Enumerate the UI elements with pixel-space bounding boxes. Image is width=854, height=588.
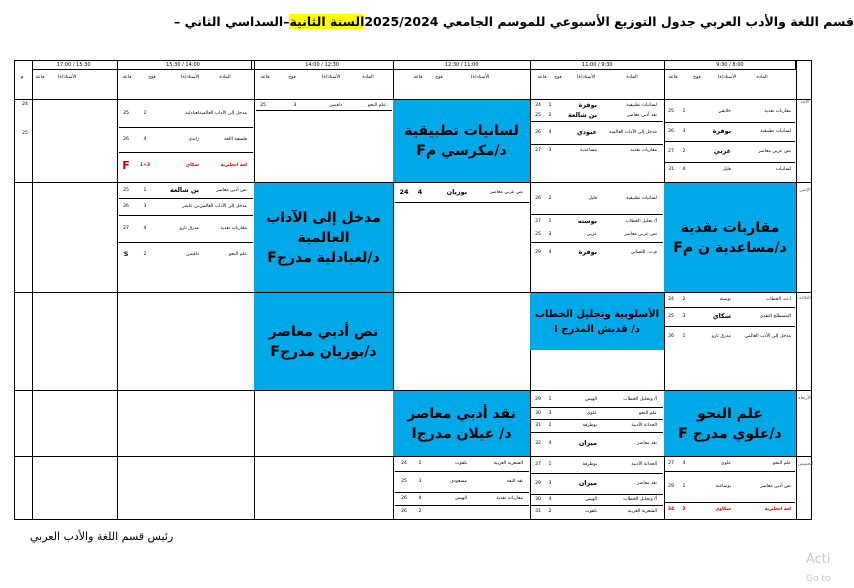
subject: مدخل إلى الآداب العالمية	[609, 130, 657, 136]
hall: 27	[535, 462, 541, 468]
prof: بوزيان	[446, 188, 467, 197]
lecture-block-modern-criticism	[393, 391, 530, 456]
table-row	[395, 506, 529, 518]
prof: بوساعية	[715, 484, 731, 490]
hall: 30	[535, 410, 541, 416]
hall: 25	[668, 314, 674, 320]
subject: أ/ وتحليل الخطاب	[623, 396, 657, 402]
col-head-prof-3: الأستاذ(ة)	[470, 75, 490, 80]
subject: نقد معاصر	[637, 441, 657, 447]
hall: 27	[668, 461, 674, 467]
prof: خلايفي	[717, 109, 731, 115]
subject: الشعرية العربية	[493, 461, 523, 467]
hall: 31	[535, 509, 541, 515]
table-row	[531, 474, 663, 495]
prof: بوسته	[577, 216, 597, 225]
group: 1	[682, 109, 686, 115]
group: 4	[143, 226, 147, 232]
hall: 26	[535, 196, 541, 202]
wednesday-slot2-list	[531, 392, 663, 455]
group: 4	[548, 497, 552, 503]
subject: علم النحو	[638, 410, 657, 416]
lecture-block-applied-linguistics	[393, 100, 530, 182]
group: 1	[548, 102, 552, 108]
table-row	[119, 216, 253, 243]
hall: 24	[401, 461, 407, 467]
day-wednesday: الأربعاء	[798, 396, 812, 401]
group: 2	[682, 149, 686, 155]
col-head-subject-4: المادة	[362, 75, 374, 80]
subject: الحداثة الأدبية	[631, 462, 657, 468]
hall: 31	[668, 167, 674, 173]
lecture-block-modern-text	[254, 293, 393, 390]
column-header-row	[14, 69, 812, 100]
activation-watermark-line1: Acti	[806, 552, 831, 567]
prof: بوقرة	[578, 248, 597, 257]
table-row	[665, 102, 795, 123]
group: 1	[548, 462, 552, 468]
table-row	[665, 457, 795, 472]
hall: 32	[535, 441, 541, 447]
slot-6: 15:30 / 17:00	[56, 62, 91, 68]
group: 4	[417, 188, 423, 197]
lecture-teacher-hall: د/علوي مدرج F	[678, 425, 782, 442]
lecture-title: نص أدبي معاصر	[268, 323, 379, 340]
title-part-a: جدول التوزيع الأسبوعي للموسم الجامعي	[438, 14, 696, 29]
table-row	[531, 420, 663, 433]
prof: سكاي	[185, 163, 199, 169]
hall: 27	[535, 148, 541, 154]
table-row	[395, 472, 529, 493]
group: 3	[548, 410, 552, 416]
lecture-block-syntax	[664, 391, 796, 456]
col-head-hall-3: قاعة	[413, 75, 423, 80]
group: 2	[418, 509, 422, 515]
group: 3	[418, 479, 422, 485]
table-row	[531, 506, 663, 518]
hall: 26	[668, 129, 674, 135]
hall: 25	[123, 188, 129, 194]
col-head-prof-5: الأستاذ(ة)	[180, 75, 200, 80]
col-head-hall-6: قاعة	[35, 75, 45, 80]
slot-1: 8:00 / 9:30	[665, 61, 796, 69]
lecture-title: علم النحو	[697, 405, 763, 422]
slot-3: 11:00 / 12:30	[394, 61, 531, 69]
far-hall-1: 24	[22, 102, 28, 107]
subject: لسانيات	[775, 167, 791, 173]
table-row	[119, 199, 253, 216]
subject: نص عربي معاصر	[624, 232, 657, 238]
lecture-teacher-hall: د/ عيلان مدرجI	[411, 425, 512, 442]
subject: المصطلح النقدي	[759, 314, 791, 320]
prof: قليل	[722, 167, 731, 173]
group: 2	[548, 423, 552, 429]
lecture-title: مقاربات نقدية	[680, 219, 780, 236]
hall: 31	[535, 423, 541, 429]
prof: سكاوي	[715, 507, 731, 513]
table-row	[531, 110, 663, 122]
group: 2	[548, 509, 552, 515]
hall: 25	[401, 479, 407, 485]
table-row	[665, 503, 795, 517]
subject: مدخل إلى الآداب العالمي	[199, 204, 247, 210]
table-row	[531, 392, 663, 408]
hall: 27	[668, 149, 674, 155]
hall: F	[122, 159, 130, 173]
table-row	[119, 243, 253, 267]
prof: قليل	[588, 196, 597, 202]
subject: علم النحو	[228, 252, 247, 258]
subject: مقاربات نقدية	[630, 148, 657, 154]
col-divider-day	[796, 60, 797, 520]
subject: مدخل إلى الآداب العالمية	[199, 111, 247, 117]
subject: نص أدبي معاصر	[760, 484, 791, 490]
lecture-title: مدخل إلى الآداب العالمية	[266, 209, 381, 246]
subject: أ/ وتحليل الخطاب	[623, 497, 657, 503]
col-head-subject: المادة	[756, 75, 768, 80]
col-head-prof-4: الأستاذ(ة)	[321, 75, 341, 80]
group: 4	[548, 130, 552, 136]
table-row	[119, 101, 253, 128]
subject: الحداثة الأدبية	[631, 423, 657, 429]
group: 4	[682, 167, 686, 173]
col-divider-5	[117, 60, 118, 520]
table-row	[665, 308, 795, 327]
prof: سكاي	[712, 312, 731, 321]
prof: مدرق تارو	[711, 334, 731, 340]
table-row	[531, 122, 663, 145]
col-head-group-2: فوج	[554, 75, 562, 80]
hall: S	[123, 250, 129, 259]
slot-4: 12:30 / 14:00	[252, 61, 394, 69]
subject: نقد معاصر	[637, 481, 657, 487]
prof: مساعدية	[580, 148, 597, 154]
prof: داقيس	[329, 102, 342, 108]
subject: مدخل إلى الأدب العالمي	[744, 334, 791, 340]
group: 3	[548, 148, 552, 154]
slot-5: 14:00 / 15:30	[115, 61, 251, 69]
prof: بوطرفة	[582, 462, 597, 468]
subject: لغة انجليزية	[220, 163, 247, 169]
hall: 34	[667, 507, 675, 513]
hall: 25	[535, 232, 541, 238]
table-row	[531, 433, 663, 455]
sunday-slot6-list	[119, 101, 253, 179]
prof: عربي	[586, 232, 597, 238]
lecture-block-critical-approaches	[664, 183, 796, 292]
hall: 29	[535, 250, 541, 256]
monday-slot2-list	[531, 184, 663, 263]
subject: نص عربي معاصر	[758, 149, 791, 155]
table-row	[256, 101, 392, 111]
group: 2	[143, 111, 147, 117]
group: 2	[682, 297, 686, 303]
prof: بن شالعة	[568, 110, 597, 119]
table-row	[531, 408, 663, 420]
thursday-slot3-list	[395, 457, 529, 518]
table-row	[395, 457, 529, 472]
group: 2	[682, 507, 686, 513]
prof: مسعودي	[450, 479, 467, 485]
col-head-hall-2: قاعة	[537, 75, 547, 80]
far-hall-2: 25	[22, 131, 28, 136]
prof: غربي	[713, 147, 731, 156]
lecture-teacher-hall: د/بوزيان مدرجF	[270, 343, 377, 360]
table-row	[395, 184, 529, 203]
group: 3	[293, 102, 297, 108]
table-row	[395, 493, 529, 506]
prof: لعبادلية	[185, 111, 199, 117]
prof: ميزان	[578, 479, 597, 488]
subject: لسانيات تطبيقية	[760, 129, 791, 135]
col-head-hall-5: قاعة	[122, 75, 132, 80]
prof: علوي	[720, 461, 731, 467]
subject: م.ت. اللساني	[630, 250, 657, 256]
prof: الهيص	[585, 497, 597, 503]
hall: 24	[668, 297, 674, 303]
prof: بلقوت	[585, 509, 597, 515]
hall: 25	[535, 112, 541, 118]
slot-2: 9:30 / 11:00	[531, 61, 665, 69]
prof: علوي	[586, 410, 597, 416]
subject: نقد النقد	[506, 479, 523, 485]
subject: لسانيات تطبيقية	[626, 102, 657, 108]
day-monday: الإثنين	[799, 188, 811, 193]
hall: 29	[668, 484, 674, 490]
group: 2	[548, 112, 552, 118]
col-head-group-3: فوج	[435, 75, 443, 80]
day-thursday: الخميس	[798, 462, 814, 467]
thursday-slot1-list	[665, 457, 795, 517]
hall: 25	[123, 111, 129, 117]
group: 1	[682, 484, 686, 490]
col-head-subject-2: المادة	[626, 75, 638, 80]
activation-watermark-line2: Go to	[806, 574, 831, 584]
subject: أ.ت. الخطاب	[765, 297, 791, 303]
hall: 27	[123, 226, 129, 232]
table-row	[531, 101, 663, 110]
subject: مقاربات نقدية	[764, 109, 791, 115]
table-row	[119, 184, 253, 199]
col-head-hall: قاعة	[668, 75, 678, 80]
prof: بوطرفة	[582, 423, 597, 429]
col-head-prof-6: الأستاذ(ة)	[57, 75, 77, 80]
lecture-title: نقد أدبي معاصر	[407, 405, 516, 422]
lecture-teacher-hall: د/مكرسي مF	[416, 143, 507, 159]
hall: 29	[535, 481, 541, 487]
title-year: 2025/2024	[364, 14, 439, 29]
table-row	[531, 184, 663, 215]
col-head-hall-4: قاعة	[260, 75, 270, 80]
col-head-level: م	[20, 75, 24, 80]
hall: 29	[535, 396, 541, 402]
group: 1	[548, 218, 552, 224]
prof: بوقرة	[712, 127, 731, 136]
lecture-teacher-hall: د/لعبادلية مدرجF	[267, 249, 380, 266]
table-row	[531, 228, 663, 243]
lecture-teacher-hall: د/مساعدية ن مF	[673, 239, 787, 256]
monday-slot6-list	[119, 184, 253, 267]
department-title: قسم اللغة والأدب العربي	[700, 14, 854, 29]
group: 1	[418, 461, 422, 467]
subject: لسانيات تطبيقية	[626, 196, 657, 202]
sunday-slot1-list	[665, 102, 795, 177]
group: 1	[682, 334, 686, 340]
tuesday-slot1-list	[665, 293, 795, 347]
table-row	[665, 327, 795, 347]
group: 1	[143, 188, 147, 194]
lecture-block-stylistics	[530, 293, 664, 350]
table-row	[665, 142, 795, 163]
hall: 26	[401, 496, 407, 502]
subject: مقاربات نقدية	[220, 226, 247, 232]
prof: الهيص	[585, 396, 597, 402]
table-row	[531, 243, 663, 263]
subject: فلسفة اللغة	[224, 137, 247, 143]
hall: 26	[668, 334, 674, 340]
prof: بن شالعة	[170, 186, 199, 195]
table-row	[531, 495, 663, 506]
lecture-teacher-hall: د/ قديش المدرج I	[554, 323, 640, 335]
group: 3	[548, 481, 552, 487]
lecture-title: لسانيات تطبيقية	[404, 123, 519, 139]
subject: علم النحو	[772, 461, 791, 467]
schedule-title	[174, 14, 696, 29]
subject: علم النحو	[367, 102, 386, 108]
table-row	[531, 215, 663, 228]
col-head-prof: الأستاذ(ة)	[717, 75, 737, 80]
subject: نص أدبي معاصر	[216, 188, 247, 194]
table-row	[665, 472, 795, 503]
subject: لغة انجليزية	[764, 507, 791, 513]
group: 4	[548, 250, 552, 256]
hall: 24	[399, 188, 409, 197]
subject: نص عربي معاصر	[490, 190, 523, 196]
title-semester: –السداسي الثاني –	[174, 14, 290, 29]
hall: 24	[535, 102, 541, 108]
prof: بلقوت	[455, 461, 467, 467]
thursday-slot2-list	[531, 457, 663, 518]
hall: 26	[123, 137, 129, 143]
table-row	[665, 293, 795, 308]
hall: 26	[535, 130, 541, 136]
prof: الهيص	[455, 496, 467, 502]
table-row	[531, 145, 663, 157]
title-highlight: السنة الثانية	[289, 14, 365, 29]
group: 4	[143, 137, 147, 143]
hall: 30	[535, 497, 541, 503]
subject: نقد أدبي معاصر	[627, 112, 657, 118]
group: 4	[418, 496, 422, 502]
prof: بوسته	[719, 297, 731, 303]
group: 1	[548, 396, 552, 402]
prof: زايدي	[188, 137, 199, 143]
prof: بن عاشر	[182, 204, 199, 210]
table-row	[119, 128, 253, 153]
hall: 26	[123, 204, 129, 210]
group: 3	[548, 232, 552, 238]
lecture-title: الأسلوبية وتحليل الخطاب	[534, 308, 660, 320]
group: 2	[143, 252, 147, 258]
group: 4	[548, 441, 552, 447]
group: 2	[548, 196, 552, 202]
col-head-subject-5: المادة	[219, 75, 231, 80]
lecture-block-world-literature	[254, 183, 393, 292]
prof: مدرق تارو	[179, 226, 199, 232]
prof: داقيس	[186, 252, 199, 258]
day-sunday: الأحد	[800, 100, 810, 105]
subject: الشعرية العربية	[627, 509, 657, 515]
subject: مقاربات نقدية	[496, 496, 523, 502]
hall: 25	[668, 109, 674, 115]
prof: عبودي	[576, 128, 597, 137]
hall: 27	[535, 218, 541, 224]
col-head-prof-2: الأستاذ(ة)	[576, 75, 596, 80]
prof: ميزان	[578, 439, 597, 448]
sunday-slot2-list	[531, 101, 663, 157]
group: 4	[682, 461, 686, 467]
table-row	[665, 163, 795, 177]
group: 3	[682, 129, 686, 135]
col-head-group-4: فوج	[288, 75, 296, 80]
group: 1+3	[139, 163, 151, 169]
prof: بوقرة	[578, 100, 597, 109]
group: 3	[143, 204, 147, 210]
table-row	[665, 123, 795, 142]
group: 3	[682, 314, 686, 320]
subject: أ/ تحليل الخطاب	[625, 218, 657, 224]
col-head-group-5: فوج	[148, 75, 156, 80]
table-row	[531, 457, 663, 474]
col-divider-6	[32, 60, 33, 520]
department-head-signature: رئيس قسم اللغة والأدب العربي	[30, 530, 174, 543]
day-tuesday: الثلاثاء	[799, 296, 811, 301]
table-row	[119, 153, 253, 179]
hall: 26	[401, 509, 407, 515]
col-head-group: فوج	[693, 75, 701, 80]
hall: 25	[260, 102, 266, 108]
